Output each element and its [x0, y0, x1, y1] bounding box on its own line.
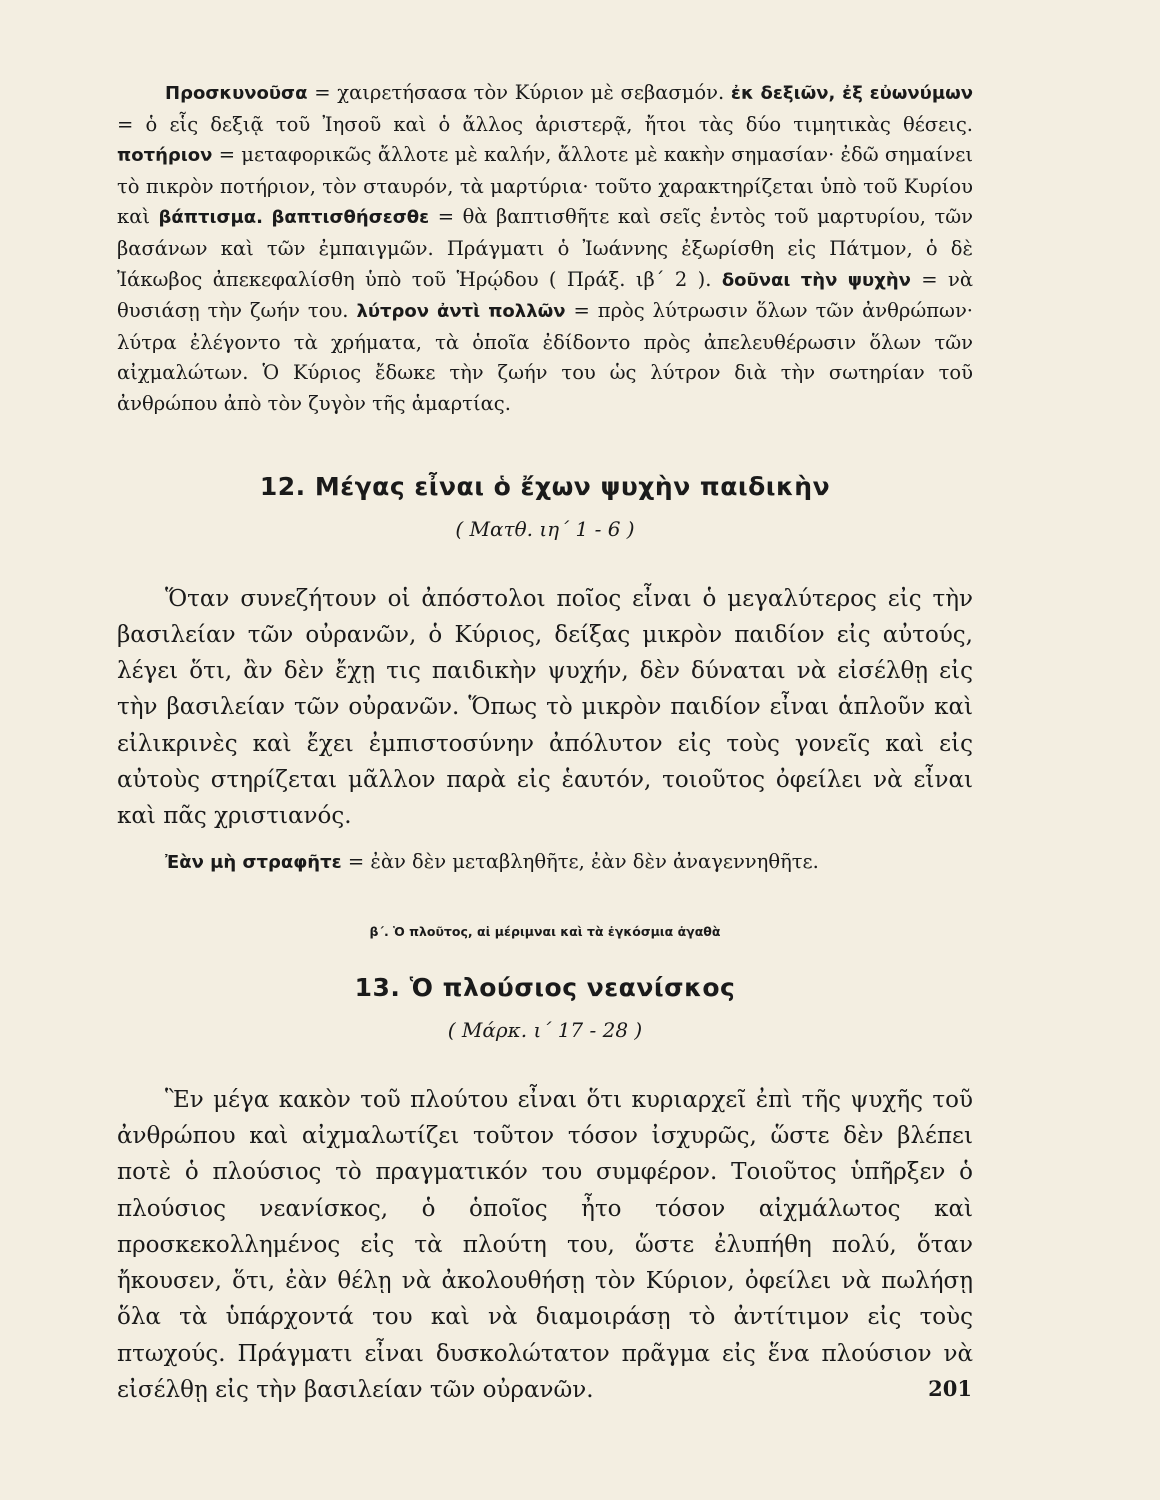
- section-title: 13. Ὁ πλούσιος νεανίσκος: [354, 972, 736, 1002]
- section-gloss: [117, 847, 973, 878]
- chapter-subheading: β΄. Ὁ πλοῦτος, αἱ μέριμναι καὶ τὰ ἐγκόσμια ἀγαθὰ: [369, 923, 721, 939]
- gloss-definition: = πρὸς λύτρωσιν ὅλων τῶν ἀνθρώπων· λύτρα ἐλέγοντο τὰ χρήματα, τὰ ὁποῖα ἐδίδοντο πρὸς ἀπελευθέρωσιν ὅλων τῶν αἰχμαλώτων. Ὁ Κύριος ἔδωκε τὴν ζωήν του ὡς λύτρον διὰ τὴν σωτηρίαν τοῦ ἀνθρώπου ἀπὸ τὸν ζυγὸν τῆς ἁμαρτίας.: [117, 299, 974, 415]
- gloss-term: βαπτισθήσεσθε: [271, 207, 430, 229]
- glossary-paragraph: [117, 78, 973, 420]
- gloss-term: βάπτισμα.: [158, 207, 263, 229]
- gloss-definition: = χαιρετήσασα τὸν Κύριον μὲ σεβασμόν.: [307, 81, 731, 104]
- section-13: [117, 973, 973, 1409]
- gloss-term: Ἐὰν μὴ στραφῆτε: [165, 851, 342, 873]
- scripture-reference: ( Μάρκ. ι΄ 17 - 28 ): [447, 1017, 643, 1042]
- gloss-line: [117, 847, 973, 878]
- gloss-term: λύτρον ἀντὶ πολλῶν: [356, 301, 566, 323]
- body-paragraph: Ἓν μέγα κακὸν τοῦ πλούτου εἶναι ὅτι κυριαρχεῖ ἐπὶ τῆς ψυχῆς τοῦ ἀνθρώπου καὶ αἰχμαλωτίζει τοῦτον τόσον ἰσχυρῶς, ὥστε δὲν βλέπει ποτὲ ὁ πλούσιος τὸ πραγματικόν του συμφέρον. Τοιοῦτος ὑπῆρξεν ὁ πλούσιος νεανίσκος, ὁ ὁποῖος ἦτο τόσον αἰχμάλωτος καὶ προσκεκολλημένος εἰς τὰ πλούτη του, ὥστε ἐλυπήθη πολύ, ὅταν ἤκουσεν, ὅτι, ἐὰν θέλῃ νὰ ἀκολουθήσῃ τὸν Κύριον, ὀφείλει νὰ πωλήσῃ ὅλα τὰ ὑπάρχοντά του καὶ νὰ διαμοιράσῃ τὸ ἀντίτιμον εἰς τοὺς πτωχούς. Πράγματι εἶναι δυσκολώτατον πρᾶγμα εἰς ἕνα πλούσιον νὰ εἰσέλθῃ εἰς τὴν βασιλείαν τῶν οὐρανῶν.: [117, 1086, 973, 1403]
- section-title: 12. Μέγας εἶναι ὁ ἔχων ψυχὴν παιδικὴν: [259, 471, 831, 501]
- gloss-term: ποτήριον: [117, 145, 213, 167]
- section-body: [117, 581, 973, 835]
- gloss-definition: = ἐὰν δὲν μεταβληθῆτε, ἐὰν δὲν ἀναγεννηθῆτε.: [341, 849, 819, 873]
- glossary-text: [117, 78, 973, 420]
- gloss-definition: = μεταφορικῶς ἄλλοτε μὲ καλήν, ἄλλοτε μὲ κακὴν σημασίαν· ἐδῶ σημαίνει τὸ πικρὸν ποτήριον, τὸν σταυρόν, τὰ μαρτύρια· τοῦτο χαρακτηρίζεται ὑπὸ τοῦ Κυρίου καὶ: [117, 143, 973, 229]
- gloss-term: δοῦναι τὴν ψυχὴν: [721, 269, 911, 291]
- scripture-reference: ( Ματθ. ιη΄ 1 - 6 ): [455, 516, 635, 541]
- body-paragraph: Ὅταν συνεζήτουν οἱ ἀπόστολοι ποῖος εἶναι ὁ μεγαλύτερος εἰς τὴν βασιλείαν τῶν οὐρανῶν, ὁ Κύριος, δείξας μικρὸν παιδίον εἰς αὐτούς, λέγει ὅτι, ἂν δὲν ἔχῃ τις παιδικὴν ψυχήν, δὲν δύναται νὰ εἰσέλθῃ εἰς τὴν βασιλείαν τῶν οὐρανῶν. Ὅπως τὸ μικρὸν παιδίον εἶναι ἁπλοῦν καὶ εἰλικρινὲς καὶ ἔχει ἐμπιστοσύνην ἀπόλυτον εἰς τοὺς γονεῖς καὶ εἰς αὐτοὺς στηρίζεται μᾶλλον παρὰ εἰς ἑαυτόν, τοιοῦτος ὀφείλει νὰ εἶναι καὶ πᾶς χριστιανός.: [117, 585, 973, 830]
- gloss-definition: = θὰ βαπτισθῆτε καὶ σεῖς ἐντὸς τοῦ μαρτυρίου, τῶν βασάνων καὶ τῶν ἐμπαιγμῶν. Πράγματι ὁ Ἰωάννης ἐξωρίσθη εἰς Πάτμον, ὁ δὲ Ἰάκωβος ἀπεκεφαλίσθη ὑπὸ τοῦ Ἡρῴδου ( Πράξ. ιβ΄ 2 ).: [117, 205, 973, 291]
- gloss-term: ἐκ δεξιῶν, ἐξ εὐωνύμων: [730, 83, 973, 104]
- page-content: [117, 78, 973, 1408]
- gloss-definition: = ὁ εἷς δεξιᾷ τοῦ Ἰησοῦ καὶ ὁ ἄλλος ἀριστερᾷ, ἤτοι τὰς δύο τιμητικὰς θέσεις.: [117, 112, 973, 136]
- section-12: [117, 472, 973, 878]
- gloss-definition: [263, 205, 272, 228]
- section-body: [117, 1082, 973, 1409]
- page-number: 201: [928, 1376, 972, 1401]
- gloss-term: Προσκυνοῦσα: [165, 83, 308, 104]
- gloss-definition: = νὰ θυσιάσῃ τὴν ζωήν του.: [117, 267, 973, 323]
